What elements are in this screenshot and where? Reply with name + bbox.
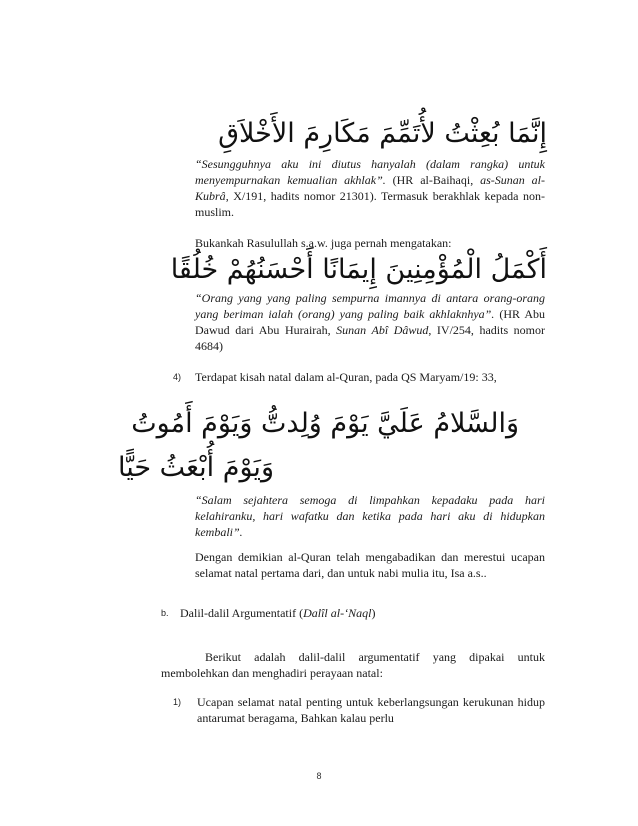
arabic-quran-verse-line2: وَيَوْمَ أُبْعَثُ حَيًّا [117,452,274,483]
list-item-text: Terdapat kisah natal dalam al-Quran, pada QS Maryam/19: 33, [195,370,497,384]
translation-hadith-akhlaq [195,156,545,220]
citation-text: (HR Abu Dawud dari Abu Hurairah, [195,307,546,337]
translation-text: “Orang yang yang paling sempurna imannya di antara orang-orang yang beriman ialah (orang) yang paling baik akhlaknhya”. [195,291,545,321]
citation-book-title: as-Sunan al-Kubrâ [195,173,545,203]
section-heading [180,605,545,621]
conclusion-paragraph: Dengan demikian al-Quran telah mengabadikan dan merestui ucapan selamat natal pertama dari, dan untuk nabi mulia itu, Isa a.s.. [195,550,545,580]
list-item-text: Ucapan selamat natal penting untuk keberlangsungan kerukunan hidup antarumat beragama, Bahkan kalau perlu [197,695,545,725]
section-intro-paragraph: Berikut adalah dalil-dalil argumentatif yang dipakai untuk membolehkan dan menghadiri perayaan natal: [161,650,545,680]
section-heading-term: Dalîl al-‘Naql [303,606,372,620]
section-heading-text: ) [371,606,376,620]
citation-text: (HR al-Baihaqi, [385,173,481,187]
citation-book-title: Sunan Abî Dâwud [336,323,429,337]
section-marker: b. [161,608,169,618]
list-marker: 4) [173,372,182,382]
translation-hadith-iman [195,290,545,354]
section-heading-text: Dalil-dalil Argumentatif ( [180,606,304,620]
translation-text: “Sesungguhnya aku ini diutus hanyalah (dalam rangka) untuk menyempurnakan kemualian akhlak”. [195,157,545,187]
arabic-quran-verse-line1: وَالسَّلامُ عَلَيَّ يَوْمَ وُلِدتُّ وَيَوْمَ أَمُوتُ [131,408,519,439]
page-number: 8 [316,771,322,781]
arabic-hadith-iman: أَكْمَلُ الْمُؤْمِنِينَ إِيمَانًا أَحْسَنُهُمْ خُلُقًا [170,254,547,285]
citation-text: , X/191, hadits nomor 21301). Termasuk berakhlak kepada non-muslim. [195,189,545,219]
intro-paragraph: Bukankah Rasulullah s.a.w. juga pernah mengatakan: [195,236,452,250]
citation-text: , IV/254, hadits nomor 4684) [195,323,546,353]
arabic-hadith-akhlaq: إِنَّمَا بُعِثْتُ لأُتَمِّمَ مَكَارِمَ الأَخْلاَقِ [218,118,547,149]
list-marker: 1) [173,697,182,707]
translation-quran-verse: “Salam sejahtera semoga di limpahkan kepadaku pada hari kelahiranku, hari wafatku dan ketika pada hari aku di hidupkan kembali”. [195,493,545,539]
